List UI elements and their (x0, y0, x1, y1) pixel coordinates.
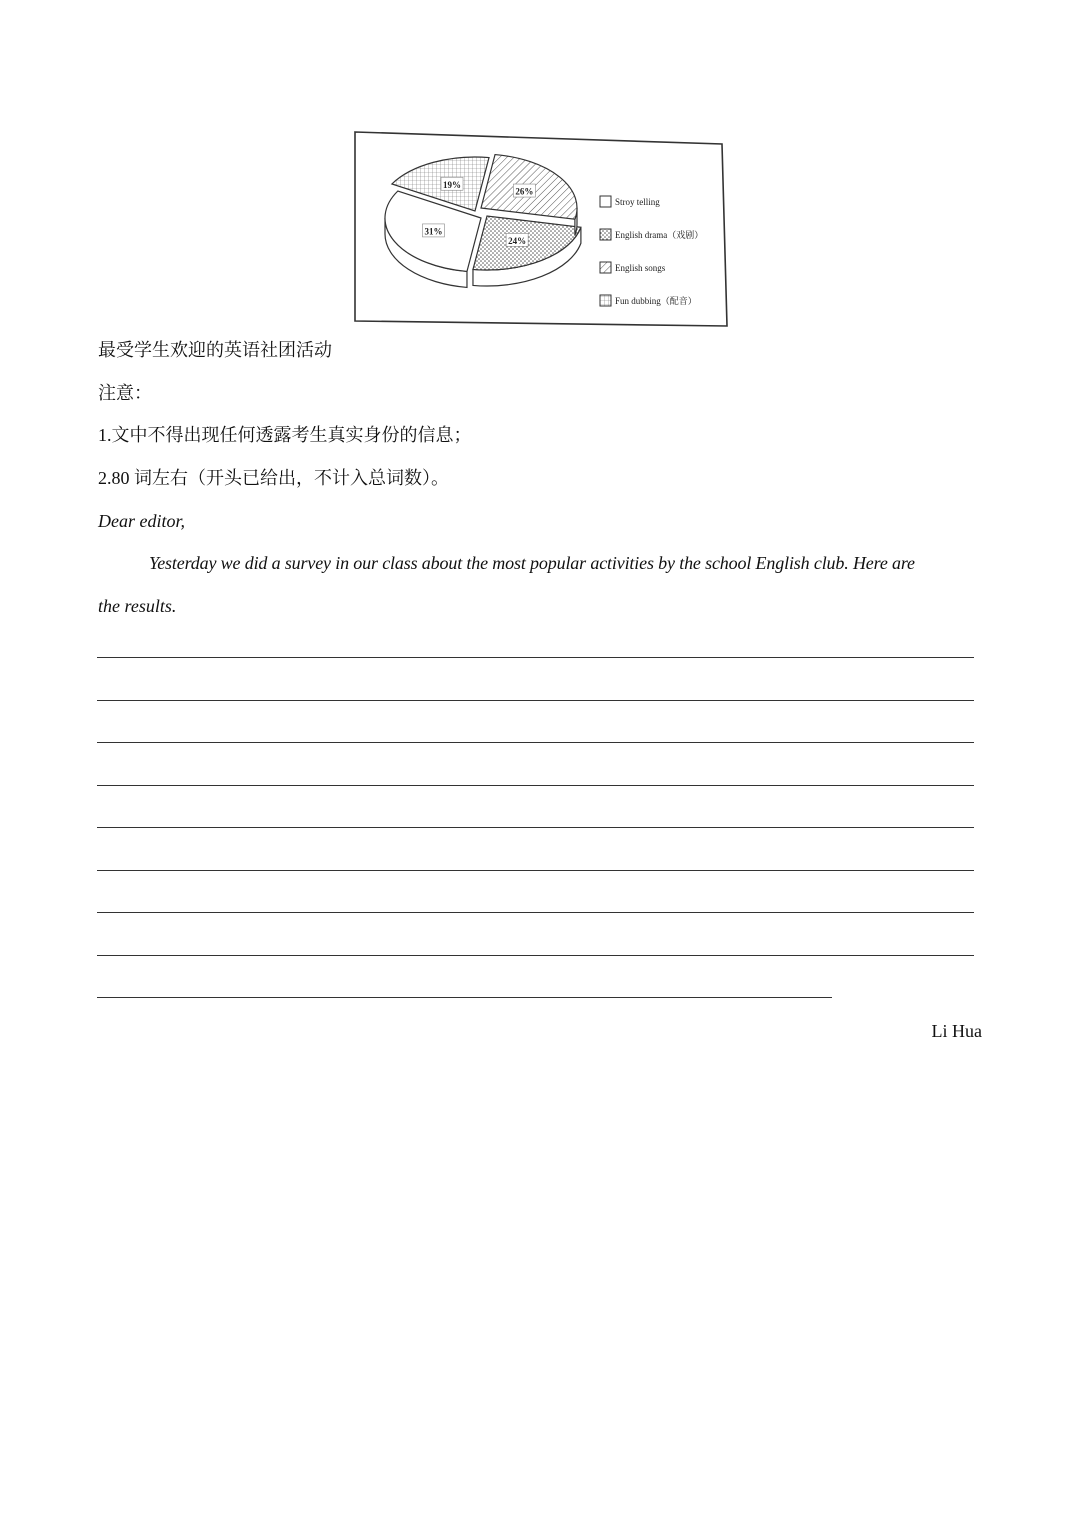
legend-item-1 (600, 196, 660, 207)
legend-swatch (600, 295, 611, 306)
note-item-2: 2.80 词左右（开头已给出，不计入总词数）。 (98, 468, 449, 488)
writing-line[interactable] (97, 955, 974, 956)
note-item-1: 1.文中不得出现任何透露考生真实身份的信息； (98, 425, 472, 445)
pie-value-label: 26% (515, 186, 534, 197)
writing-line[interactable] (97, 742, 974, 743)
legend-item-3 (600, 262, 666, 273)
legend-swatch (600, 196, 611, 207)
notes-heading: 注意： (98, 383, 152, 403)
letter-signature: Li Hua (931, 1021, 982, 1041)
legend-label: English drama（戏剧） (615, 230, 704, 240)
pie-chart (352, 128, 732, 330)
pie-value-label: 31% (424, 226, 443, 237)
pie-value-label: 24% (508, 235, 527, 246)
writing-line[interactable] (97, 785, 974, 786)
chart-caption: 最受学生欢迎的英语社团活动 (98, 340, 332, 360)
pie-chart-figure (352, 128, 732, 330)
legend-swatch (600, 262, 611, 273)
letter-opening-line-2: the results. (98, 596, 177, 616)
writing-line[interactable] (97, 870, 974, 871)
writing-line[interactable] (97, 827, 974, 828)
legend-label: Stroy telling (615, 197, 660, 207)
writing-line[interactable] (97, 912, 974, 913)
legend-swatch (600, 229, 611, 240)
letter-salutation: Dear editor, (98, 511, 185, 531)
writing-line[interactable] (97, 657, 974, 658)
writing-line[interactable] (97, 997, 832, 998)
letter-opening-line-1: Yesterday we did a survey in our class about the most popular activities by the school English club. Here are (149, 553, 915, 573)
legend-item-2 (600, 229, 703, 240)
legend-label: Fun dubbing（配音） (615, 296, 697, 306)
writing-line[interactable] (97, 700, 974, 701)
pie-value-label: 19% (443, 179, 462, 190)
legend-item-4 (600, 295, 697, 306)
legend-label: English songs (615, 263, 666, 273)
